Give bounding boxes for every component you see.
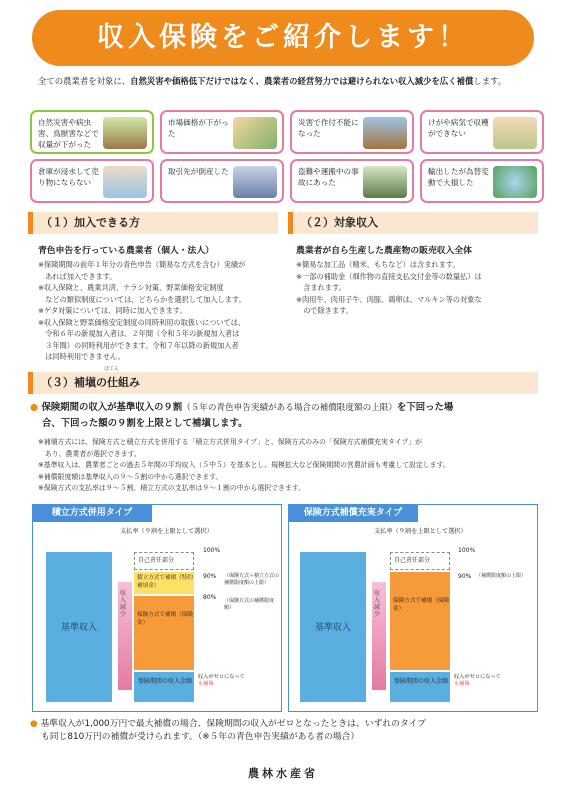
page-title: 収入保険をご紹介します！ xyxy=(32,10,534,66)
hoken-box xyxy=(134,596,194,670)
case-card-text: 輸出したが為替変動で大損した xyxy=(428,167,489,187)
theft-accident-illustration xyxy=(363,166,407,198)
compensation-notes xyxy=(38,437,548,495)
case-card-text: 倉庫が浸水して売り物にならない xyxy=(38,167,99,187)
note-90: （保険方式＋積立方式の補償限度額の上限） xyxy=(224,573,280,586)
hoken-label: 保険方式で補塡（保険金） xyxy=(393,598,449,612)
note-line: 含まれます。 xyxy=(296,283,346,292)
note-line: ※一部の補助金（畑作物の直接支払交付金等の数量払）は xyxy=(296,271,482,281)
note-line: は同時利用できません。 xyxy=(38,352,125,361)
intro-text xyxy=(38,74,538,89)
case-card xyxy=(160,110,284,154)
section-heading-eligibility: （１）加入できる方 xyxy=(28,212,278,234)
bullet-icon: ● xyxy=(30,402,39,413)
zero-note-line: 収入がゼロになって xyxy=(198,674,245,680)
price-drop-illustration xyxy=(233,117,277,149)
flooded-field-illustration xyxy=(363,117,407,149)
self-pay-label: 自己責任部分 xyxy=(394,557,431,564)
crop-damage-illustration xyxy=(103,117,147,149)
note-line: ※補塡方式には、保険方式と積立方式を併用する「積立方式併用タイプ」と、保険方式のみの「保険方式補償充実タイプ」が xyxy=(38,438,423,446)
intro-emphasis: 自然災害や価格低下だけではなく、農業者の経営努力では避けられない収入減少を広く補償 xyxy=(130,76,474,86)
intro-part: します。 xyxy=(473,76,507,86)
bullet-icon: ● xyxy=(30,719,38,729)
pct-100: 100% xyxy=(458,547,476,554)
note-line: ※保険方式の支払率は９～５割、積立方式の支払率は９～１割の中から選択できます。 xyxy=(38,484,306,492)
case-card xyxy=(420,110,544,154)
case-card-text: 取引先が倒産した xyxy=(168,167,229,176)
bottom-summary xyxy=(30,718,542,744)
bankrupt-client-illustration xyxy=(233,166,277,198)
bottom-line: も同じ810万円の補償が受けられます。（※５年の青色申告実績がある者の場合） xyxy=(41,732,360,742)
note-line: ※簡易な加工品（精米、もちなど）は含まれます。 xyxy=(296,260,460,269)
ministry-name: 農林水産省 xyxy=(248,767,318,780)
pay-rate-label: 支払率（９割を上限として選択） xyxy=(120,528,213,535)
globe-export-illustration xyxy=(493,166,537,198)
case-card xyxy=(160,159,284,203)
case-card-text: 自然災害や病虫害、鳥獣害などで収量が下がった xyxy=(38,118,99,149)
note-90: （補償限度額の上限） xyxy=(476,573,527,579)
diagram-hoken-title: 保険方式補償充実タイプ xyxy=(288,504,418,522)
main-part: 保険期間の収入が基準収入の９割 xyxy=(41,402,183,413)
case-card-text: けがや病気で収穫ができない xyxy=(428,118,489,138)
eligibility-notes xyxy=(38,259,286,363)
main-part: 合、下回った額の９割を上限として補塡します。 xyxy=(42,418,248,429)
section-heading-compensation xyxy=(28,372,538,394)
note-line: ※補償限度額は基準収入の９～５割の中から選択できます。 xyxy=(38,472,223,481)
case-card-text: 盗難や運搬中の事故にあった xyxy=(298,167,359,187)
zero-note xyxy=(454,674,501,688)
note-line: ※収入保険と、農業共済、ナラシ対策、野菜価格安定制度 xyxy=(38,283,224,292)
note-line: あれば加入できます。 xyxy=(38,271,117,281)
period-income-box xyxy=(390,672,450,702)
base-income-label: 基準収入 xyxy=(314,623,351,633)
note-line: ※肉用牛、肉用子牛、肉豚、鶏卵は、マルキン等の対象な xyxy=(296,294,482,304)
bottom-line: 基準収入が1,000万円で最大補償の場合、保険期間の収入がゼロとなったときは、いずれのタイプ xyxy=(40,719,426,729)
zero-note-line: 収入がゼロになって xyxy=(454,674,501,680)
self-pay-label: 自己責任部分 xyxy=(138,557,175,564)
eligibility-lead: 青色申告を行っている農業者（個人・法人） xyxy=(38,246,214,256)
main-part: （５年の青色申告実績がある場合の補償限度額の上限） xyxy=(182,403,397,413)
pct-100: 100% xyxy=(203,547,221,554)
case-card-text: 市場価格が下がった xyxy=(168,118,229,138)
decrease-label: 収入減少 xyxy=(374,590,381,618)
case-card xyxy=(30,110,154,154)
hoken-label: 保険方式で補塡（保険金） xyxy=(137,612,193,626)
case-card xyxy=(290,159,414,203)
case-card-text: 災害で作付不能になった xyxy=(298,118,359,138)
case-card xyxy=(30,159,154,203)
note-80: （保険方式の補償限度額） xyxy=(224,598,275,611)
tsumitate-label: 積立方式で補塡（特約補填金） xyxy=(137,575,193,589)
compensation-main-text xyxy=(30,400,542,431)
zero-note-line: も補塡 xyxy=(454,681,470,687)
target-income-lead: 農業者が自ら生産した農産物の販売収入全体 xyxy=(296,246,472,256)
period-income-label: 保険期間の収入金額 xyxy=(137,678,192,685)
note-line: あり、農業者が選択できます。 xyxy=(38,449,141,458)
note-line: ※収入保険と野菜価格安定制度の同時利用の取扱いについては、 xyxy=(38,317,246,327)
target-income-notes xyxy=(296,259,536,317)
period-income-box xyxy=(134,672,194,702)
ruby-text: ほてん xyxy=(104,366,120,372)
main-part: を下回った場 xyxy=(396,402,454,413)
period-income-label: 保険期間の収入金額 xyxy=(393,678,448,685)
decrease-label: 収入減少 xyxy=(120,590,127,618)
zero-note-line: も補塡 xyxy=(198,681,214,687)
pct-80: 80% xyxy=(203,594,217,601)
note-line: 令和６年の新規加入者は、２年間（令和５年の新規加入者は xyxy=(38,329,240,338)
pct-90: 90% xyxy=(458,573,472,580)
hoken-box xyxy=(390,572,450,670)
note-line: ３年間）の同時利用ができます。令和７年以降の新規加入者 xyxy=(38,340,239,350)
note-line: ※保険期間の前年１年分の青色申告（簡易な方式を含む）実績が xyxy=(38,260,246,269)
diagram-tsumitate-title: 積立方式併用タイプ xyxy=(32,504,152,522)
flooded-warehouse-illustration xyxy=(103,166,147,198)
pay-rate-label: 支払率（９割を上限として選択） xyxy=(374,528,467,535)
pct-90: 90% xyxy=(203,573,217,580)
note-line: ※ゲタ対策については、同時に加入できます。 xyxy=(38,306,187,315)
section-heading-target-income: （２）対象収入 xyxy=(288,212,538,234)
note-line: ※基準収入は、農業者ごとの過去５年間の平均収入（５中５）を基本とし、規模拡大など保険期間の営農計画も考慮して設定します。 xyxy=(38,461,450,469)
case-card xyxy=(290,110,414,154)
note-line: などの類似制度については、どちらかを選択して加入します。 xyxy=(38,294,246,304)
intro-part: 全ての農業者を対象に、 xyxy=(38,76,131,86)
case-card xyxy=(420,159,544,203)
note-line: ので除きます。 xyxy=(296,306,353,315)
base-income-label: 基準収入 xyxy=(60,623,97,633)
section-heading-text: （３）補塡の仕組み xyxy=(41,376,140,389)
zero-note xyxy=(198,674,245,688)
injured-farmer-illustration xyxy=(493,117,537,149)
